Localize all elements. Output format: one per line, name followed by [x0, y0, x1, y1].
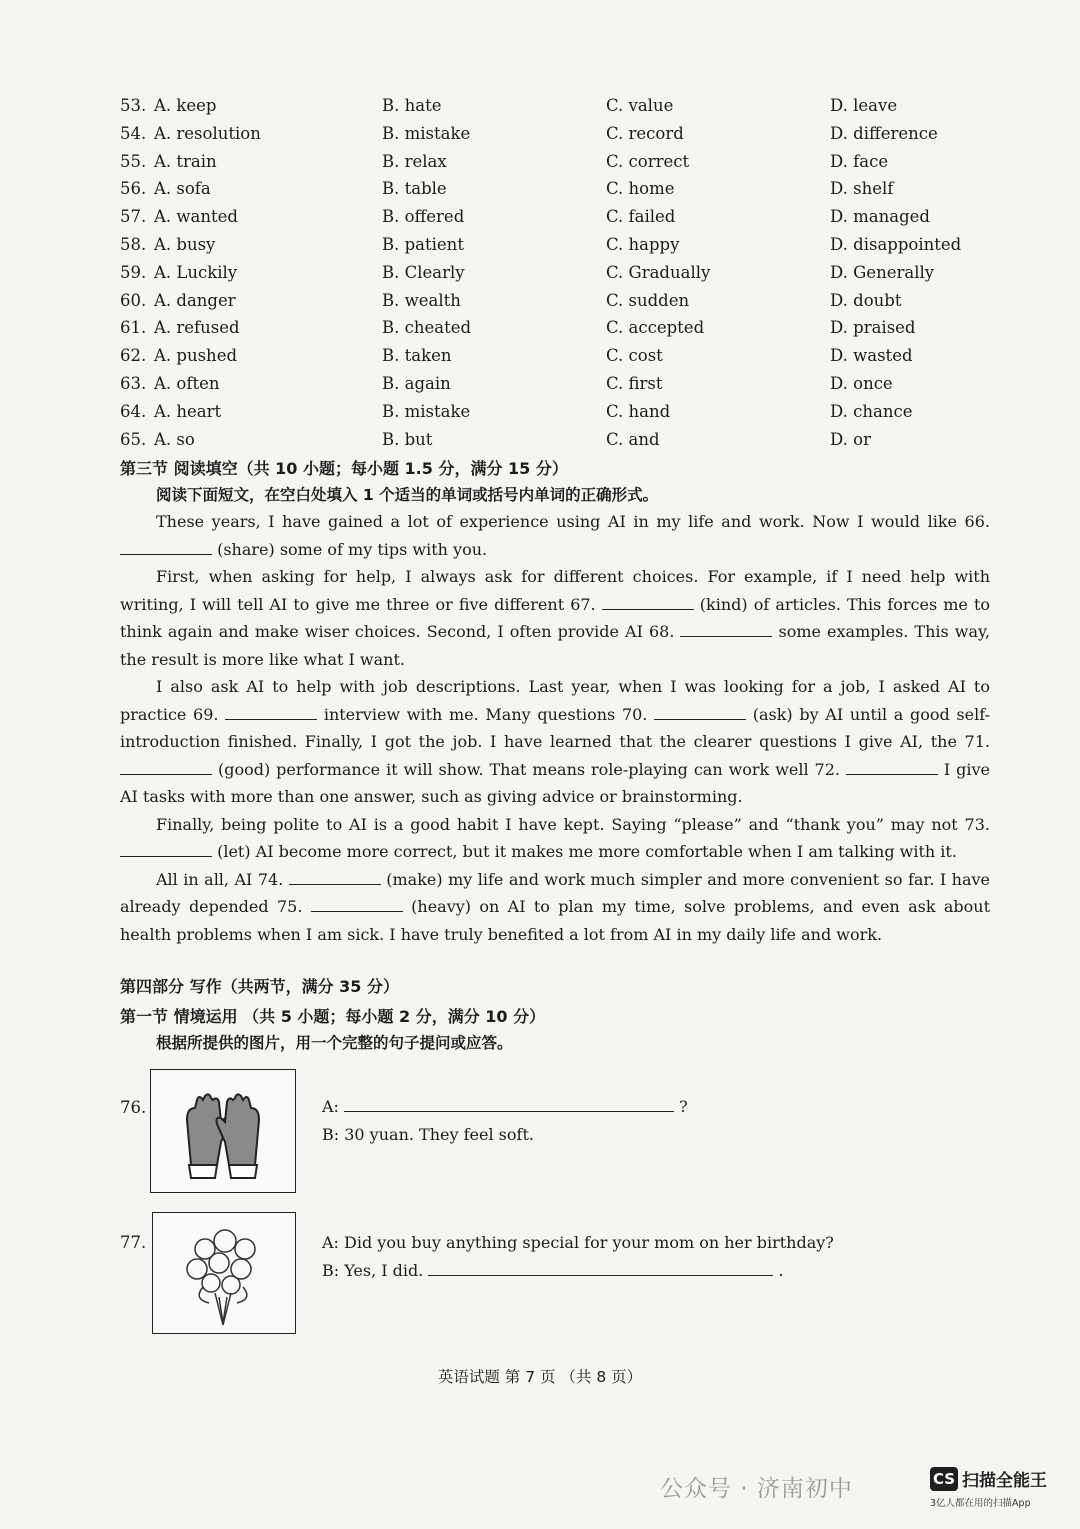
- option-b: B. patient: [382, 234, 464, 254]
- option-d: D. managed: [830, 207, 930, 227]
- option-a: A. train: [154, 151, 217, 171]
- option-row: [120, 259, 1000, 287]
- option-b: B. table: [382, 179, 447, 199]
- question-76-number: 76.: [120, 1098, 147, 1117]
- blank-67[interactable]: [602, 593, 694, 610]
- option-a: A. often: [154, 373, 220, 393]
- question-number: 56.: [120, 179, 147, 199]
- question-number: 54.: [120, 123, 147, 143]
- section-4-instruction: 根据所提供的图片，用一个完整的句子提问或应答。: [156, 1034, 513, 1052]
- blank-66[interactable]: [120, 538, 212, 555]
- option-b: B. mistake: [382, 401, 471, 421]
- question-77-a-line: A: Did you buy anything special for your mom on her birthday?: [322, 1233, 834, 1252]
- watermark-text: 公众号 · 济南初中: [660, 1476, 853, 1502]
- flowers-icon: [152, 1212, 296, 1334]
- option-d: D. Generally: [830, 262, 935, 282]
- paragraph-2: First, when asking for help, I always ask for different choices. For example, if I need help with writing, I will tell AI to give me three or five different 67. (kind) of articles. This forces me to think again and make wiser choices. Second, I often provide AI 68. some examples. This way, the result is more like what I want.: [120, 567, 991, 669]
- option-b: B. mistake: [382, 123, 471, 143]
- part-4-heading: 第四部分 写作（共两节，满分 35 分）: [120, 977, 399, 996]
- section-3-instruction: 阅读下面短文，在空白处填入 1 个适当的单词或括号内单词的正确形式。: [156, 486, 659, 504]
- option-c: C. sudden: [606, 290, 690, 310]
- option-d: D. praised: [830, 318, 916, 338]
- option-c: C. value: [606, 96, 674, 115]
- gloves-icon: [150, 1069, 296, 1193]
- blank-72[interactable]: [846, 758, 938, 775]
- option-c: C. and: [606, 429, 660, 449]
- option-row: [120, 120, 1000, 148]
- question-number: 58.: [120, 234, 147, 254]
- answer-76-blank[interactable]: [344, 1095, 674, 1112]
- question-77-b-label: B: Yes, I did.: [322, 1261, 424, 1280]
- option-b: B. cheated: [382, 318, 472, 338]
- paragraph-5: All in all, AI 74. (make) my life and work much simpler and more convenient so far. I have already depended 75. (heavy) on AI to plan my time, solve problems, and even ask about health problems when I am sick. I have truly benefited a lot from AI in my daily life and work.: [120, 869, 991, 944]
- paragraph-3: I also ask AI to help with job descriptions. Last year, when I was looking for a job, I asked AI to practice 69. interview with me. Many questions 70. (ask) by AI until a good self-introduction finished. Finally, I got the job. I have learned that the clearer questions I give AI, the 71. (good) performance it will show. That means role-playing can work well 72. I give AI tasks with more than one answer, such as giving advice or brainstorming.: [120, 677, 991, 806]
- question-77-number: 77.: [120, 1233, 147, 1252]
- answer-77-blank[interactable]: [428, 1259, 773, 1276]
- blank-68[interactable]: [680, 620, 772, 637]
- option-c: C. record: [606, 123, 684, 143]
- question-number: 61.: [120, 318, 147, 338]
- option-c: C. accepted: [606, 318, 705, 338]
- section-4-1-heading: 第一节 情境运用 （共 5 小题；每小题 2 分，满分 10 分）: [120, 1007, 546, 1026]
- option-row: [120, 314, 1000, 342]
- scanner-logo-icon: CS: [930, 1467, 958, 1491]
- question-number: 55.: [120, 151, 147, 171]
- option-a: A. refused: [154, 318, 240, 338]
- section-3-heading: 第三节 阅读填空（共 10 小题；每小题 1.5 分，满分 15 分）: [120, 459, 568, 478]
- option-b: B. but: [382, 429, 433, 449]
- option-d: D. difference: [830, 123, 938, 143]
- option-a: A. wanted: [154, 207, 238, 227]
- option-c: C. first: [606, 373, 663, 393]
- option-a: A. danger: [154, 290, 236, 310]
- option-b: B. hate: [382, 96, 442, 115]
- option-a: A. resolution: [154, 123, 261, 143]
- option-row: [120, 92, 1000, 120]
- question-number: 62.: [120, 346, 147, 366]
- option-c: C. home: [606, 179, 675, 199]
- option-row: [120, 342, 1000, 370]
- option-a: A. keep: [154, 96, 217, 115]
- option-a: A. Luckily: [154, 262, 238, 282]
- option-d: D. or: [830, 429, 871, 449]
- option-d: D. shelf: [830, 179, 894, 199]
- option-a: A. sofa: [154, 179, 211, 199]
- paragraph-4: Finally, being polite to AI is a good habit I have kept. Saying “please” and “thank you” may not 73. (let) AI become more correct, but it makes me more comfortable when I am talking with it.: [120, 811, 990, 866]
- option-c: C. cost: [606, 346, 663, 366]
- question-number: 64.: [120, 401, 147, 421]
- paragraph-1: These years, I have gained a lot of experience using AI in my life and work. Now I would like 66. (share) some of my tips with you.: [120, 508, 990, 563]
- question-number: 63.: [120, 373, 147, 393]
- question-number: 57.: [120, 207, 147, 227]
- option-row: [120, 175, 1000, 203]
- option-a: A. busy: [154, 234, 216, 254]
- option-b: B. relax: [382, 151, 447, 171]
- blank-74[interactable]: [289, 868, 381, 885]
- option-row: [120, 203, 1000, 231]
- blank-69[interactable]: [225, 703, 317, 720]
- option-row: [120, 398, 1000, 426]
- option-c: C. happy: [606, 234, 680, 254]
- option-b: B. offered: [382, 207, 465, 227]
- option-d: D. chance: [830, 401, 913, 421]
- blank-75[interactable]: [311, 895, 403, 912]
- option-c: C. hand: [606, 401, 671, 421]
- question-number: 65.: [120, 429, 147, 449]
- option-c: C. Gradually: [606, 262, 711, 282]
- question-number: 59.: [120, 262, 147, 282]
- section-3: [120, 456, 990, 948]
- option-row: [120, 287, 1000, 315]
- option-a: A. so: [154, 429, 195, 449]
- option-c: C. failed: [606, 207, 676, 227]
- option-row: [120, 426, 1000, 454]
- scanner-name: 扫描全能王: [962, 1471, 1047, 1491]
- question-number: 60.: [120, 290, 147, 310]
- option-d: D. wasted: [830, 346, 913, 366]
- option-b: B. taken: [382, 346, 452, 366]
- question-76-b-line: B: 30 yuan. They feel soft.: [322, 1125, 534, 1144]
- option-row: [120, 370, 1000, 398]
- scanner-subtitle: 3亿人都在用的扫描App: [930, 1498, 1031, 1509]
- option-a: A. heart: [154, 401, 222, 421]
- blank-73[interactable]: [120, 840, 212, 857]
- option-d: D. leave: [830, 96, 898, 115]
- question-number: 53.: [120, 96, 147, 115]
- option-b: B. Clearly: [382, 262, 465, 282]
- scanner-badge: [930, 1466, 1047, 1491]
- option-d: D. disappointed: [830, 234, 962, 254]
- option-d: D. face: [830, 151, 889, 171]
- section-4: [120, 974, 990, 1056]
- page-footer: 英语试题 第 7 页 （共 8 页）: [437, 1368, 643, 1386]
- option-d: D. once: [830, 373, 893, 393]
- option-d: D. doubt: [830, 290, 902, 310]
- option-b: B. wealth: [382, 290, 461, 310]
- option-a: A. pushed: [154, 346, 238, 366]
- question-77-dialogue: A: Did you buy anything special for your mom on her birthday? B: Yes, I did. .: [322, 1229, 834, 1285]
- question-76-dialogue: A: ? B: 30 yuan. They feel soft.: [322, 1093, 688, 1149]
- options-table: [120, 92, 1000, 453]
- blank-71[interactable]: [120, 758, 212, 775]
- option-row: [120, 231, 1000, 259]
- question-76-a-label: A:: [322, 1097, 339, 1116]
- option-row: [120, 148, 1000, 176]
- option-c: C. correct: [606, 151, 690, 171]
- option-b: B. again: [382, 373, 451, 393]
- blank-70[interactable]: [654, 703, 746, 720]
